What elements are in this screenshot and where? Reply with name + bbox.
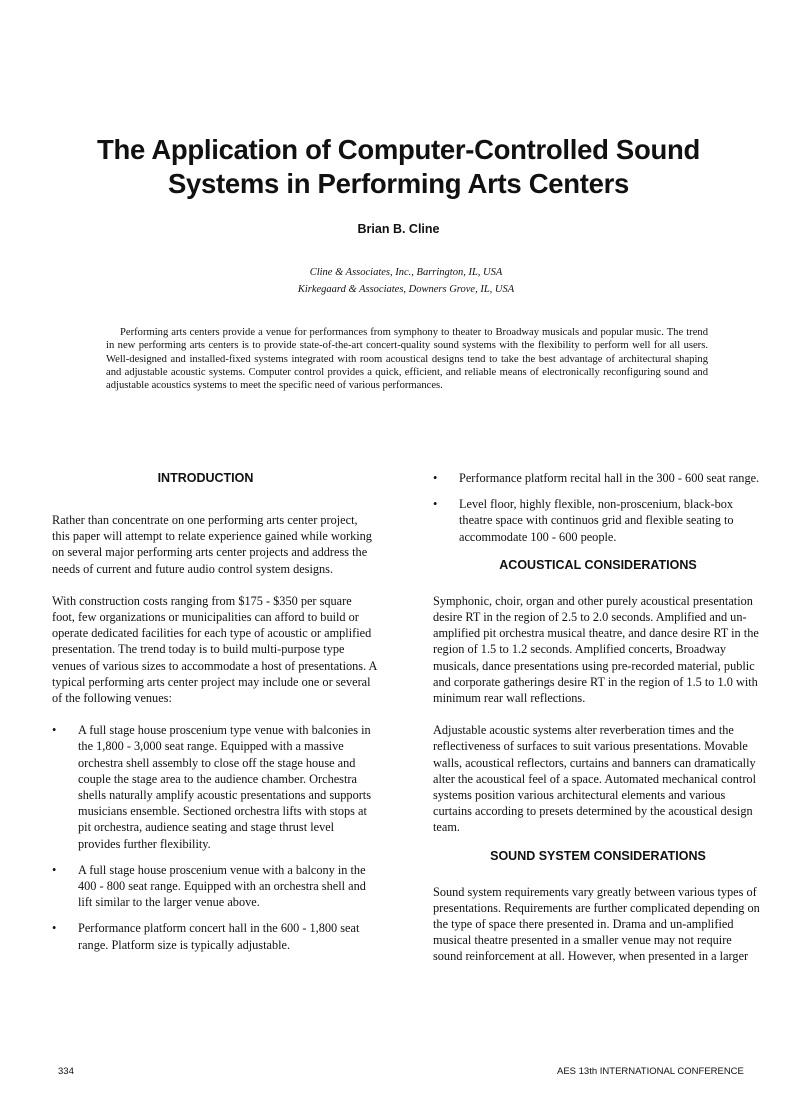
venue-bullet-text: Performance platform recital hall in the 300 - 600 seat range. (459, 471, 760, 485)
author-name: Brian B. Cline (357, 222, 440, 236)
venue-bullet-4 (433, 470, 763, 486)
venue-bullet-text: Performance platform concert hall in the 600 - 1,800 seat range. Platform size is typically adjustable. (78, 921, 360, 952)
conference-footer: AES 13th INTERNATIONAL CONFERENCE (557, 1066, 744, 1077)
abstract-text: Performing arts centers provide a venue for performances from symphony to theater to Broadway musicals and popular music. The trend in new performing arts centers is to provide state-of-the-art concert-quality sound systems with the flexibility to perform well for all users. Well-designed and installed-fixed systems integrated with room acoustical designs tend to take the best advantage of architectural shaping and adjustable acoustic systems. Computer control provides a quick, efficient, and reliable means of electronically reconfiguring sound and adjustable acoustics systems to meet the specific need of various performances. (106, 327, 708, 392)
venue-bullet-1 (52, 722, 377, 852)
bullet-symbol: • (52, 921, 57, 936)
introduction-heading: INTRODUCTION (157, 471, 254, 485)
title-line-1: The Application of Computer-Controlled Sound (97, 134, 700, 165)
venue-bullet-5 (433, 496, 763, 545)
title-line-2: Systems in Performing Arts Centers (167, 168, 629, 199)
bullet-symbol: • (52, 862, 57, 877)
affiliations (0, 264, 797, 298)
venue-bullet-3 (52, 920, 377, 952)
acoustical-paragraph-2: Adjustable acoustic systems alter reverberation times and the reflectiveness of surfaces to suit various presentations. Movable walls, acoustical reflectors, curtains and banners can dramatically alter the acoustical feel of a space. Automated mechanical control systems position various architectural elements and various curtains according to presets determined by the acoustical design team. (433, 723, 756, 835)
bullet-symbol: • (52, 723, 57, 738)
venue-bullet-2 (52, 862, 377, 911)
right-column (433, 470, 763, 965)
venue-bullet-text: A full stage house proscenium type venue with balconies in the 1,800 - 3,000 seat range. Equipped with a massive orchestra shell assembly to close off the stage house and couple the stage area to the audience chamber. Orchestra shells naturally amplify acoustic presentations and supports musicians ensemble. Sectioned orchestra lifts with stops at pit orchestra, audience seating and stage thrust level provides further flexibility. (78, 723, 372, 851)
affiliation-1: Cline & Associates, Inc., Barrington, IL, USA (309, 267, 503, 278)
page-number: 334 (58, 1066, 74, 1077)
left-column (52, 470, 377, 953)
affiliation-2: Kirkegaard & Associates, Downers Grove, IL, USA (297, 284, 515, 295)
paper-title (60, 133, 737, 201)
venue-bullet-text: Level floor, highly flexible, non-proscenium, black-box theatre space with continuos grid and flexible seating to accommodate 100 - 600 people. (459, 497, 734, 544)
abstract (106, 326, 708, 392)
intro-paragraph-2: With construction costs ranging from $175 - $350 per square foot, few organizations or municipalities can afford to build or operate dedicated facilities for each type of acoustic or amplified presentation. The trend today is to build multi-purpose type venues of various sizes to accommodate a host of presentations. A typical performing arts center project may include one or several of the following venues: (52, 593, 377, 706)
venue-bullet-text: A full stage house proscenium venue with a balcony in the 400 - 800 seat range. Equipped with an orchestra shell and lift similar to the larger venue above. (78, 862, 366, 910)
acoustical-paragraph-1: Symphonic, choir, organ and other purely acoustical presentation desire RT in the region of 2.5 to 2.0 seconds. Amplified and un-amplified pit orchestra musical theatre, and dance desire RT in the region of 1.5 to 1.2 seconds. Amplified concerts, Broadway musicals, dance presentations using pre-recorded material, public and corporate gatherings desire RT in the region of 1.5 to 1.0 with minimum rear wall reflections. (433, 593, 759, 706)
sound-system-paragraph-1: Sound system requirements vary greatly between various types of presentations. Requirements are further complicated depending on the type of space there presented in. Drama and un-amplified musical theatre presented in a smaller venue may not require sound reinforcement at all. However, when presented in a larger (433, 884, 760, 964)
bullet-symbol: • (433, 497, 438, 512)
bullet-symbol: • (433, 471, 438, 485)
acoustical-heading: ACOUSTICAL CONSIDERATIONS (499, 557, 697, 572)
sound-system-heading: SOUND SYSTEM CONSIDERATIONS (490, 848, 706, 863)
intro-paragraph-1: Rather than concentrate on one performing arts center project, this paper will attempt to relate experience gained while working on several major performing arts center projects and address the needs of current and future audio control system designs. (52, 513, 372, 576)
